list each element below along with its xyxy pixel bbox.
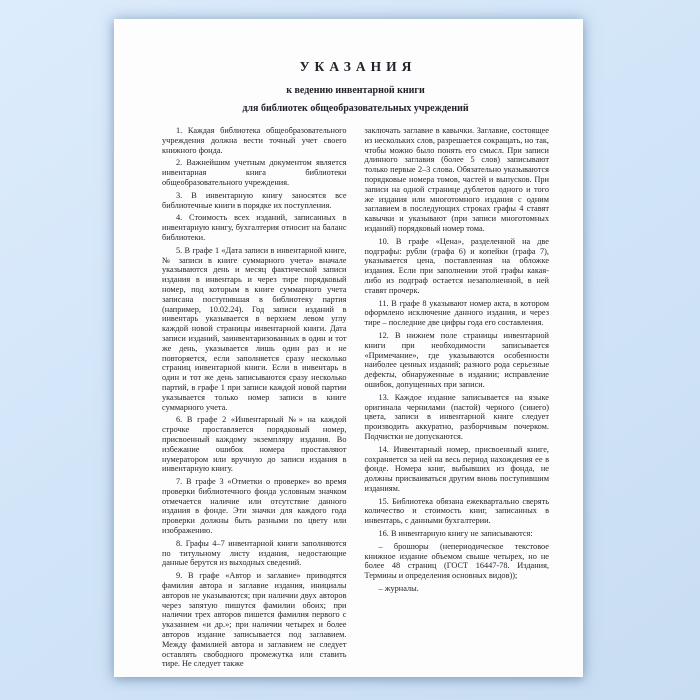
paragraph: 7. В графе 3 «Отметки о проверке» во время проверки библиотечного фонда условным значком отмечается наличие или отсутствие данного издания в фонде. Эти значки для каждого года проверки должны быть разными по цвету или изображению. [162,477,347,536]
paragraph: 16. В инвентарную книгу не записываются: [378,529,533,539]
two-column-text-block [162,126,549,669]
paragraph: 2. Важнейшим учетным документом является инвентарная книга библиотеки общеобразовательного учреждения. [162,158,347,187]
paragraph: 1. Каждая библиотека общеобразовательного учреждения должна вести точный учет своего книжного фонда. [162,126,347,155]
paragraph: 9. В графе «Автор и заглавие» приводятся фамилия автора и заглавие издания, инициалы авторов не указываются; при наличии двух авторов через запятую пишутся фамилии обоих; при наличии трех авторов пишется фамилия первого с указанием «и др.»; при наличии четырех и более авторов издание записывается под заглавием. Между фамилией автора и заглавием не следует оставлять свободного промежутка или ставить тире. Не следует также [162,571,347,669]
doc-subtitle-line1: к ведению инвентарной книги [286,85,425,96]
paragraph: 15. Библиотека обязана ежеквартально сверять количество и стоимость книг, записанных в инвентарь, с данными бухгалтерии. [364,496,549,526]
text-column-right [365,126,550,669]
paragraph: 6. В графе 2 «Инвентарный №» на каждой строчке проставляется порядковый номер, присвоенный каждому экземпляру издания. Во избежание ошибок номера проставляют нумератором или вручную до записи издания в инвентарную книгу. [162,415,347,474]
paragraph: 8. Графы 4–7 инвентарной книги заполняются по титульному листу издания, недостающие данные берутся из выходных сведений. [162,538,347,568]
paragraph: 14. Инвентарный номер, присвоенный книге, сохраняется за ней на весь период нахождения ее в фонде. Номера книг, выбывших из фонда, не должны присваиваться другим вновь поступившим изданиям. [364,444,549,493]
paragraph: 5. В графе 1 «Дата записи в инвентарной книге, № записи в книге суммарного учета» вначале указываются день и месяц фактической записи издания в инвентарь и через тире порядковый номер, под которым в книге суммарного учета записана поступившая в библиотеку партия (например, 10.02.24). Год записи изданий в инвентарь указывается в верхнем левом углу каждой новой страницы инвентарной книги. Дата записи изданий, заинвентаризованных в один и тот же день, указывается лишь один раз и не повторяется, если заполняется сразу несколько страниц инвентарной книги. Если в инвентарь в один и тот же день записываются сразу несколько партий, в графе 1 при записи каждой новой партии указывается только номер записи в книге суммарного учета. [162,245,347,412]
paragraph: 12. В нижнем поле страницы инвентарной книги при необходимости записывается «Примечание», где указываются особенности наиболее ценных изданий; разного рода серьезные дефекты, обнаруженные в издании; исправление ошибок, допущенных при записи. [364,330,549,389]
paragraph: 11. В графе 8 указывают номер акта, в котором оформлено исключение данного издания, и через тире – последние две цифры года его составления. [364,298,549,328]
paragraph: заключать заглавие в кавычки. Заглавие, состоящее из нескольких слов, разрешается сокращать, но так, чтобы можно было понять его смысл. При записи длинного заглавия (более 5 слов) записывают только первые 2–3 слова. Обязательно указываются порядковые номера томов, частей и выпусков. При записи на одной странице дублетов одного и того же издания или многотомного издания с одним заглавием в последующих строках графы 4 ставят кавычки и указывают (при записи многотомных изданий) порядковый номер тома. [364,126,549,233]
paragraph: 10. В графе «Цена», разделенной на две подграфы: рубли (графа 6) и копейки (графа 7), указывается цена, поставленная на обложке издания. Если при заполнении этой графы какая-либо из подграф остается незаполненной, в ней ставят прочерк. [364,236,549,295]
paragraph: 13. Каждое издание записывается на языке оригинала чернилами (пастой) черного (синего) цвета, записи в инвентарной книге следует производить аккуратно, разборчивым почерком. Подчистки не допускаются. [364,392,549,441]
paragraph: 4. Стоимость всех изданий, записанных в инвентарную книгу, бухгалтерия относит на баланс библиотеки. [162,213,347,242]
doc-title: УКАЗАНИЯ [299,59,417,74]
doc-subtitle-line2: для библиотек общеобразовательных учреждений [242,103,469,114]
paragraph: – журналы. [378,584,419,594]
paragraph: 3. В инвентарную книгу заносятся все библиотечные книги в порядке их поступления. [162,190,347,210]
paragraph: – брошюры (непериодическое текстовое книжное издание объемом свыше четырех, но не более 48 страниц (ГОСТ 16447-78. Издания, Термины и определения основных видов)); [364,541,549,581]
document-page [114,19,583,677]
text-column-left [162,126,347,669]
